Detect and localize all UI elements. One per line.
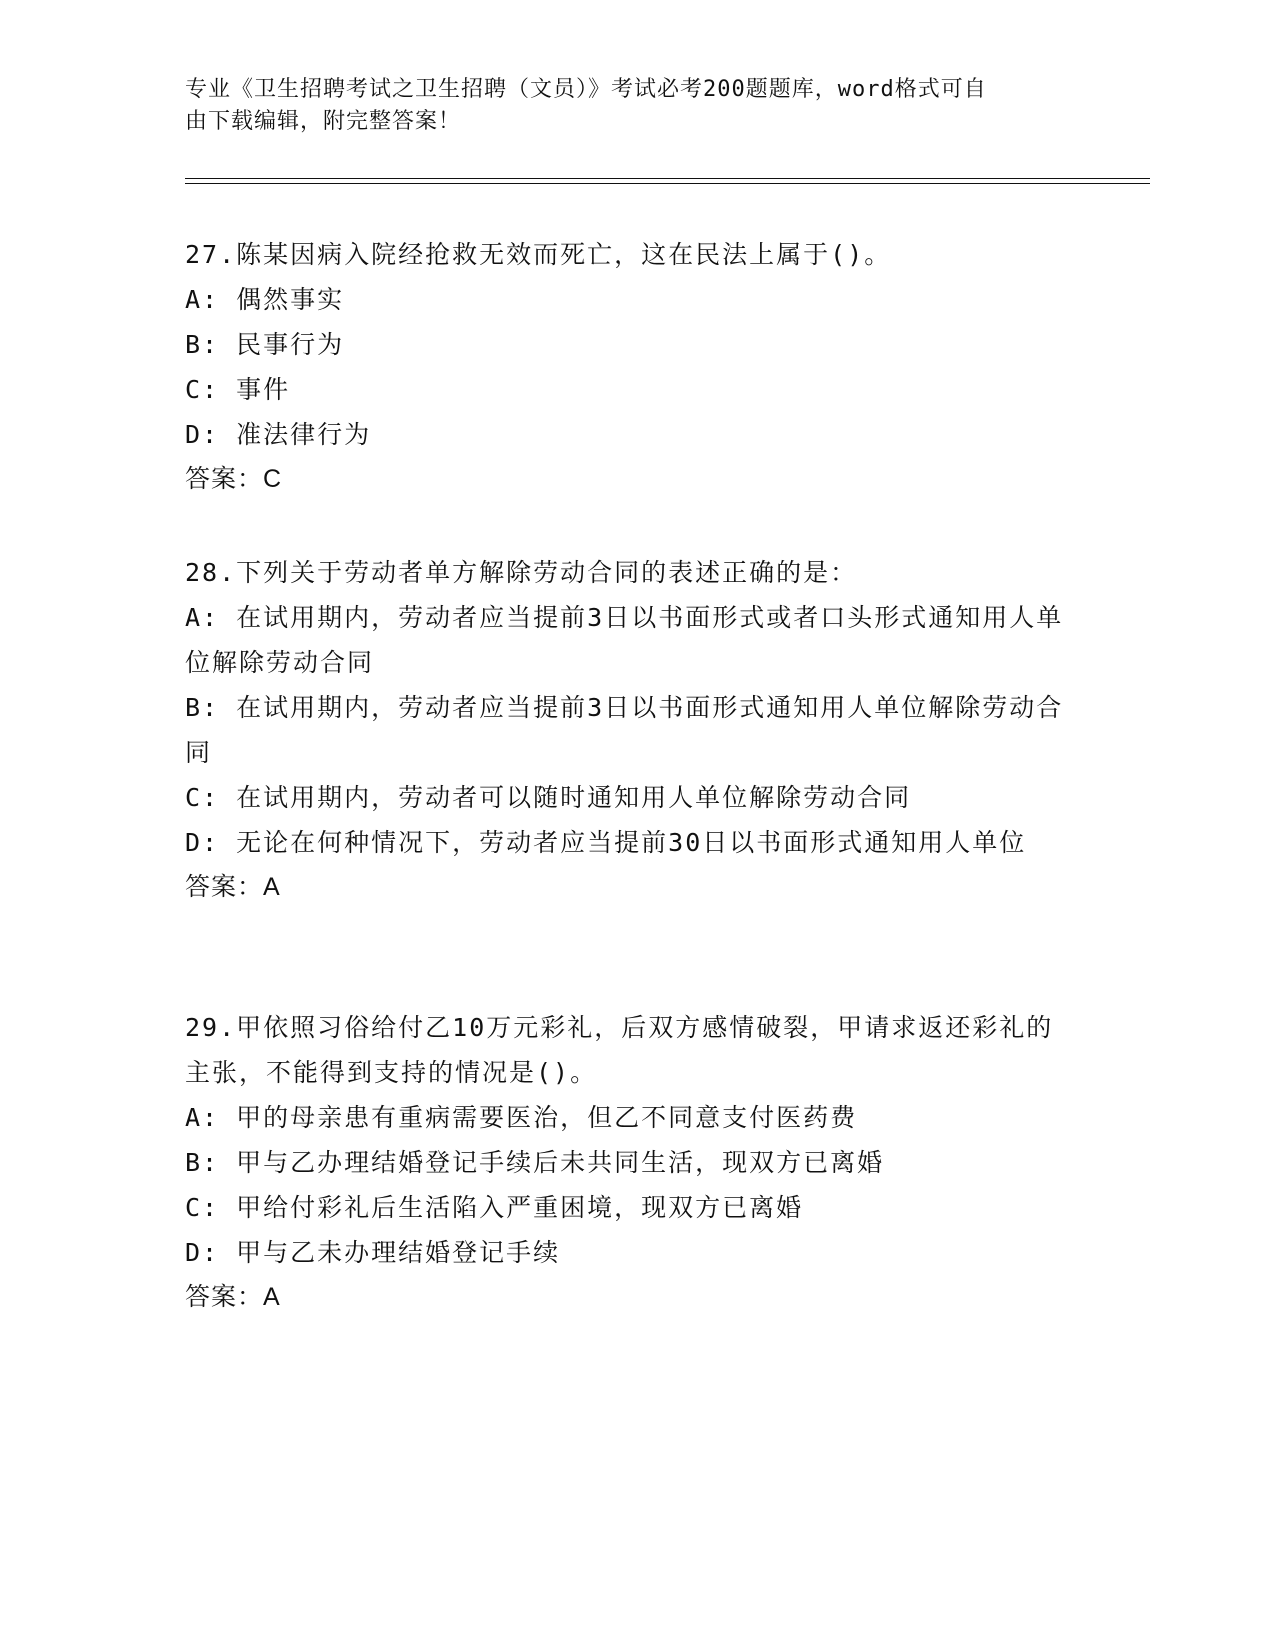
option-d: D: 准法律行为 bbox=[185, 420, 372, 449]
answer: 答案：A bbox=[185, 873, 281, 901]
option-a: A: 甲的母亲患有重病需要医治，但乙不同意支付医药费 bbox=[185, 1103, 858, 1132]
question-stem: 28.下列关于劳动者单方解除劳动合同的表述正确的是： bbox=[185, 558, 858, 587]
header-divider-top bbox=[185, 178, 1150, 179]
option-a: A: 偶然事实 bbox=[185, 285, 345, 314]
question-29 bbox=[185, 1005, 1065, 1320]
document-header bbox=[185, 74, 1065, 138]
header-divider-bottom bbox=[185, 183, 1150, 184]
option-b: B: 甲与乙办理结婚登记手续后未共同生活，现双方已离婚 bbox=[185, 1148, 885, 1177]
answer: 答案：C bbox=[185, 465, 283, 493]
option-b: B: 民事行为 bbox=[185, 330, 345, 359]
option-a: A: 在试用期内，劳动者应当提前3日以书面形式或者口头形式通知用人单位解除劳动合同 bbox=[185, 603, 1064, 677]
answer: 答案：A bbox=[185, 1283, 281, 1311]
question-stem: 27.陈某因病入院经抢救无效而死亡，这在民法上属于()。 bbox=[185, 240, 892, 269]
question-27 bbox=[185, 232, 1065, 502]
option-c: C: 事件 bbox=[185, 375, 291, 404]
option-c: C: 甲给付彩礼后生活陷入严重困境，现双方已离婚 bbox=[185, 1193, 804, 1222]
header-line-2: 由下载编辑，附完整答案！ bbox=[185, 109, 462, 134]
option-b: B: 在试用期内，劳动者应当提前3日以书面形式通知用人单位解除劳动合同 bbox=[185, 693, 1064, 767]
question-stem: 29.甲依照习俗给付乙10万元彩礼，后双方感情破裂，甲请求返还彩礼的主张，不能得到支持的情况是()。 bbox=[185, 1013, 1054, 1087]
option-d: D: 无论在何种情况下，劳动者应当提前30日以书面形式通知用人单位 bbox=[185, 828, 1027, 857]
question-28 bbox=[185, 550, 1065, 910]
header-line-1: 专业《卫生招聘考试之卫生招聘（文员）》考试必考200题题库，word格式可自 bbox=[185, 77, 987, 102]
option-c: C: 在试用期内，劳动者可以随时通知用人单位解除劳动合同 bbox=[185, 783, 912, 812]
option-d: D: 甲与乙未办理结婚登记手续 bbox=[185, 1238, 561, 1267]
